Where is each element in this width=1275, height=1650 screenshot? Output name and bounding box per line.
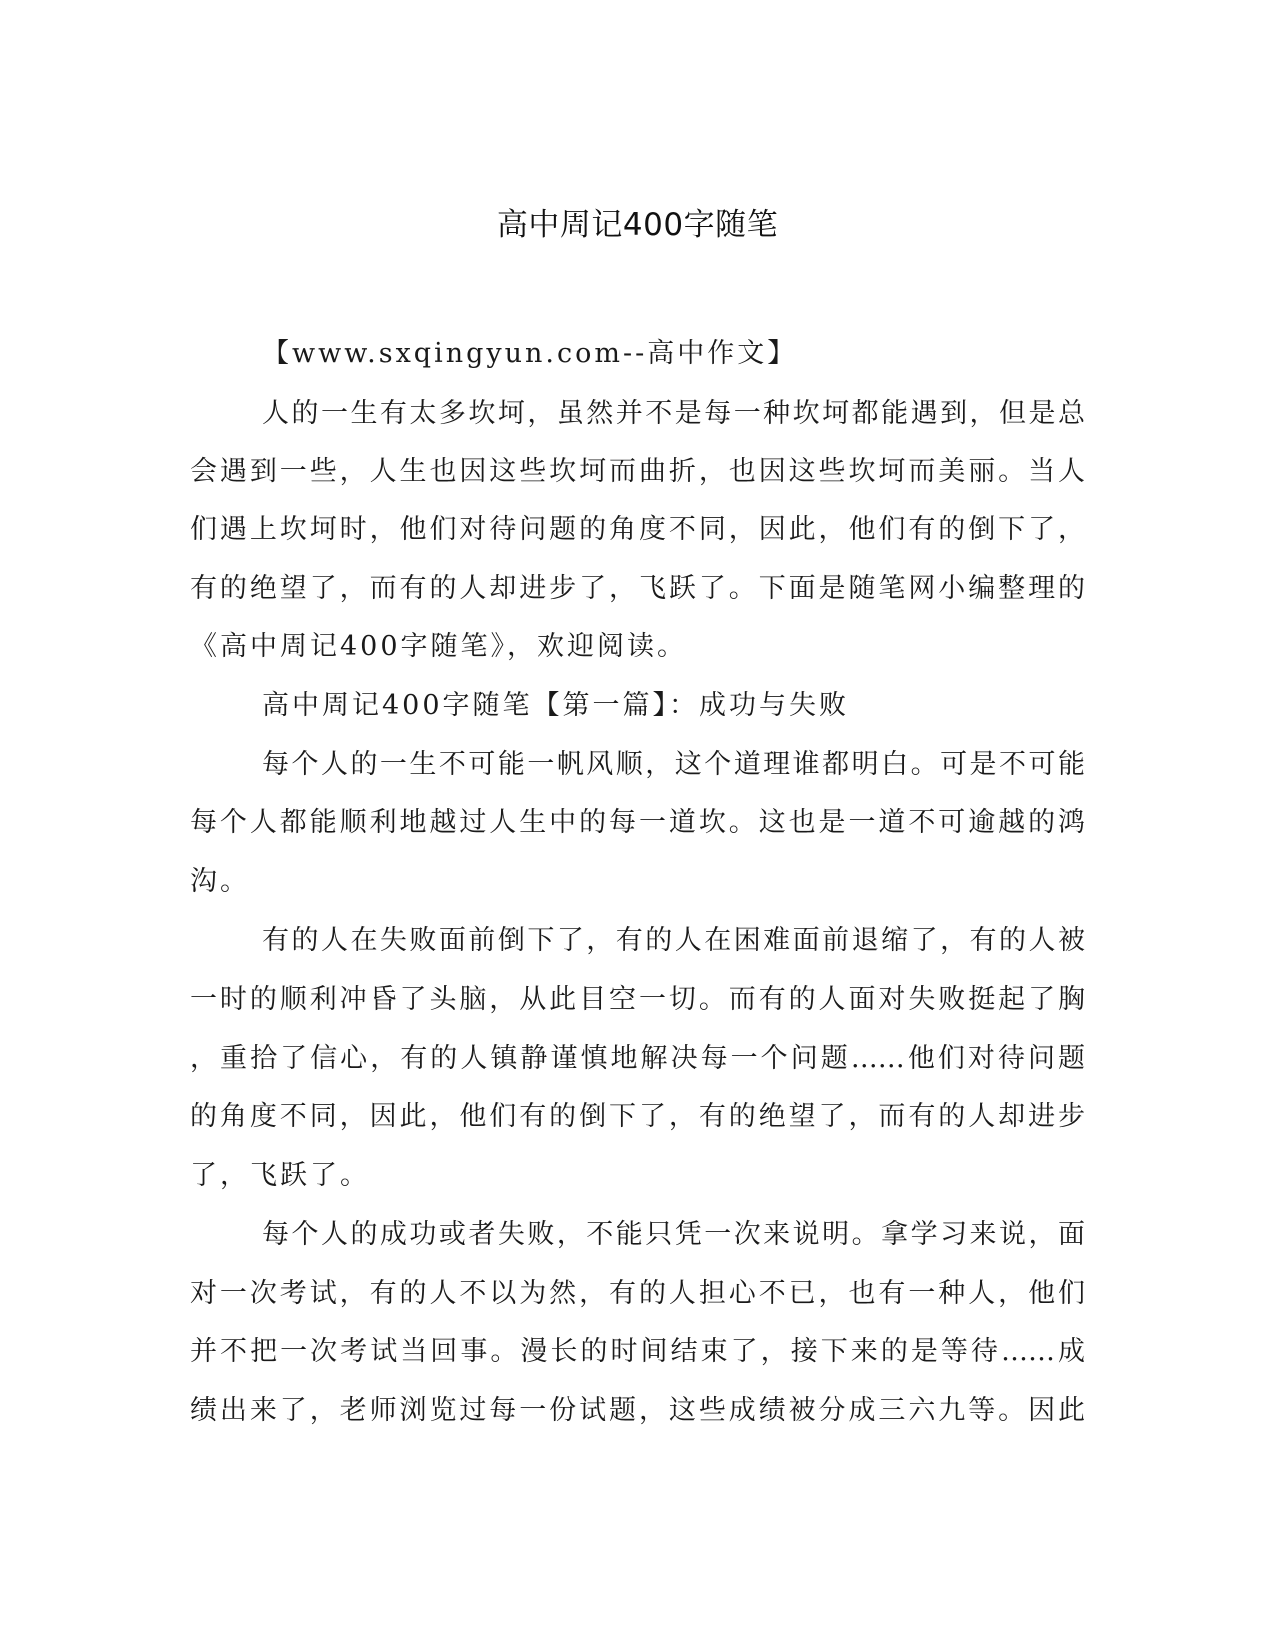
text-line: 了，飞跃了。: [190, 1160, 370, 1191]
source-line: 【www.sxqingyun.com--高中作文】: [262, 338, 798, 369]
text-line: 们遇上坎坷时，他们对待问题的角度不同，因此，他们有的倒下了，: [190, 514, 1085, 545]
text-line: 对一次考试，有的人不以为然，有的人担心不已，也有一种人，他们: [190, 1278, 1085, 1309]
text-line: 一时的顺利冲昏了头脑，从此目空一切。而有的人面对失败挺起了胸: [190, 984, 1085, 1015]
text-line: 每个人的一生不可能一帆风顺，这个道理谁都明白。可是不可能: [262, 749, 1085, 780]
text-line: 有的人在失败面前倒下了，有的人在困难面前退缩了，有的人被: [262, 925, 1085, 956]
text-line: ，重拾了信心，有的人镇静谨慎地解决每一个问题……他们对待问题: [190, 1043, 1085, 1074]
text-line: 绩出来了，老师浏览过每一份试题，这些成绩被分成三六九等。因此: [190, 1395, 1085, 1426]
text-line: 人的一生有太多坎坷，虽然并不是每一种坎坷都能遇到，但是总: [262, 398, 1085, 429]
text-line: 的角度不同，因此，他们有的倒下了，有的绝望了，而有的人却进步: [190, 1101, 1085, 1132]
text-line: 并不把一次考试当回事。漫长的时间结束了，接下来的是等待……成: [190, 1336, 1085, 1367]
text-line: 会遇到一些，人生也因这些坎坷而曲折，也因这些坎坷而美丽。当人: [190, 456, 1085, 487]
text-line: 《高中周记400字随笔》，欢迎阅读。: [190, 631, 688, 662]
text-line: 每个人的成功或者失败，不能只凭一次来说明。拿学习来说，面: [262, 1219, 1085, 1250]
text-line: 沟。: [190, 866, 250, 897]
page-title: 高中周记400字随笔: [496, 207, 779, 243]
text-line: 有的绝望了，而有的人却进步了，飞跃了。下面是随笔网小编整理的: [190, 573, 1085, 604]
text-line: 每个人都能顺利地越过人生中的每一道坎。这也是一道不可逾越的鸿: [190, 807, 1085, 838]
section-heading: 高中周记400字随笔【第一篇】：成功与失败: [262, 690, 850, 721]
